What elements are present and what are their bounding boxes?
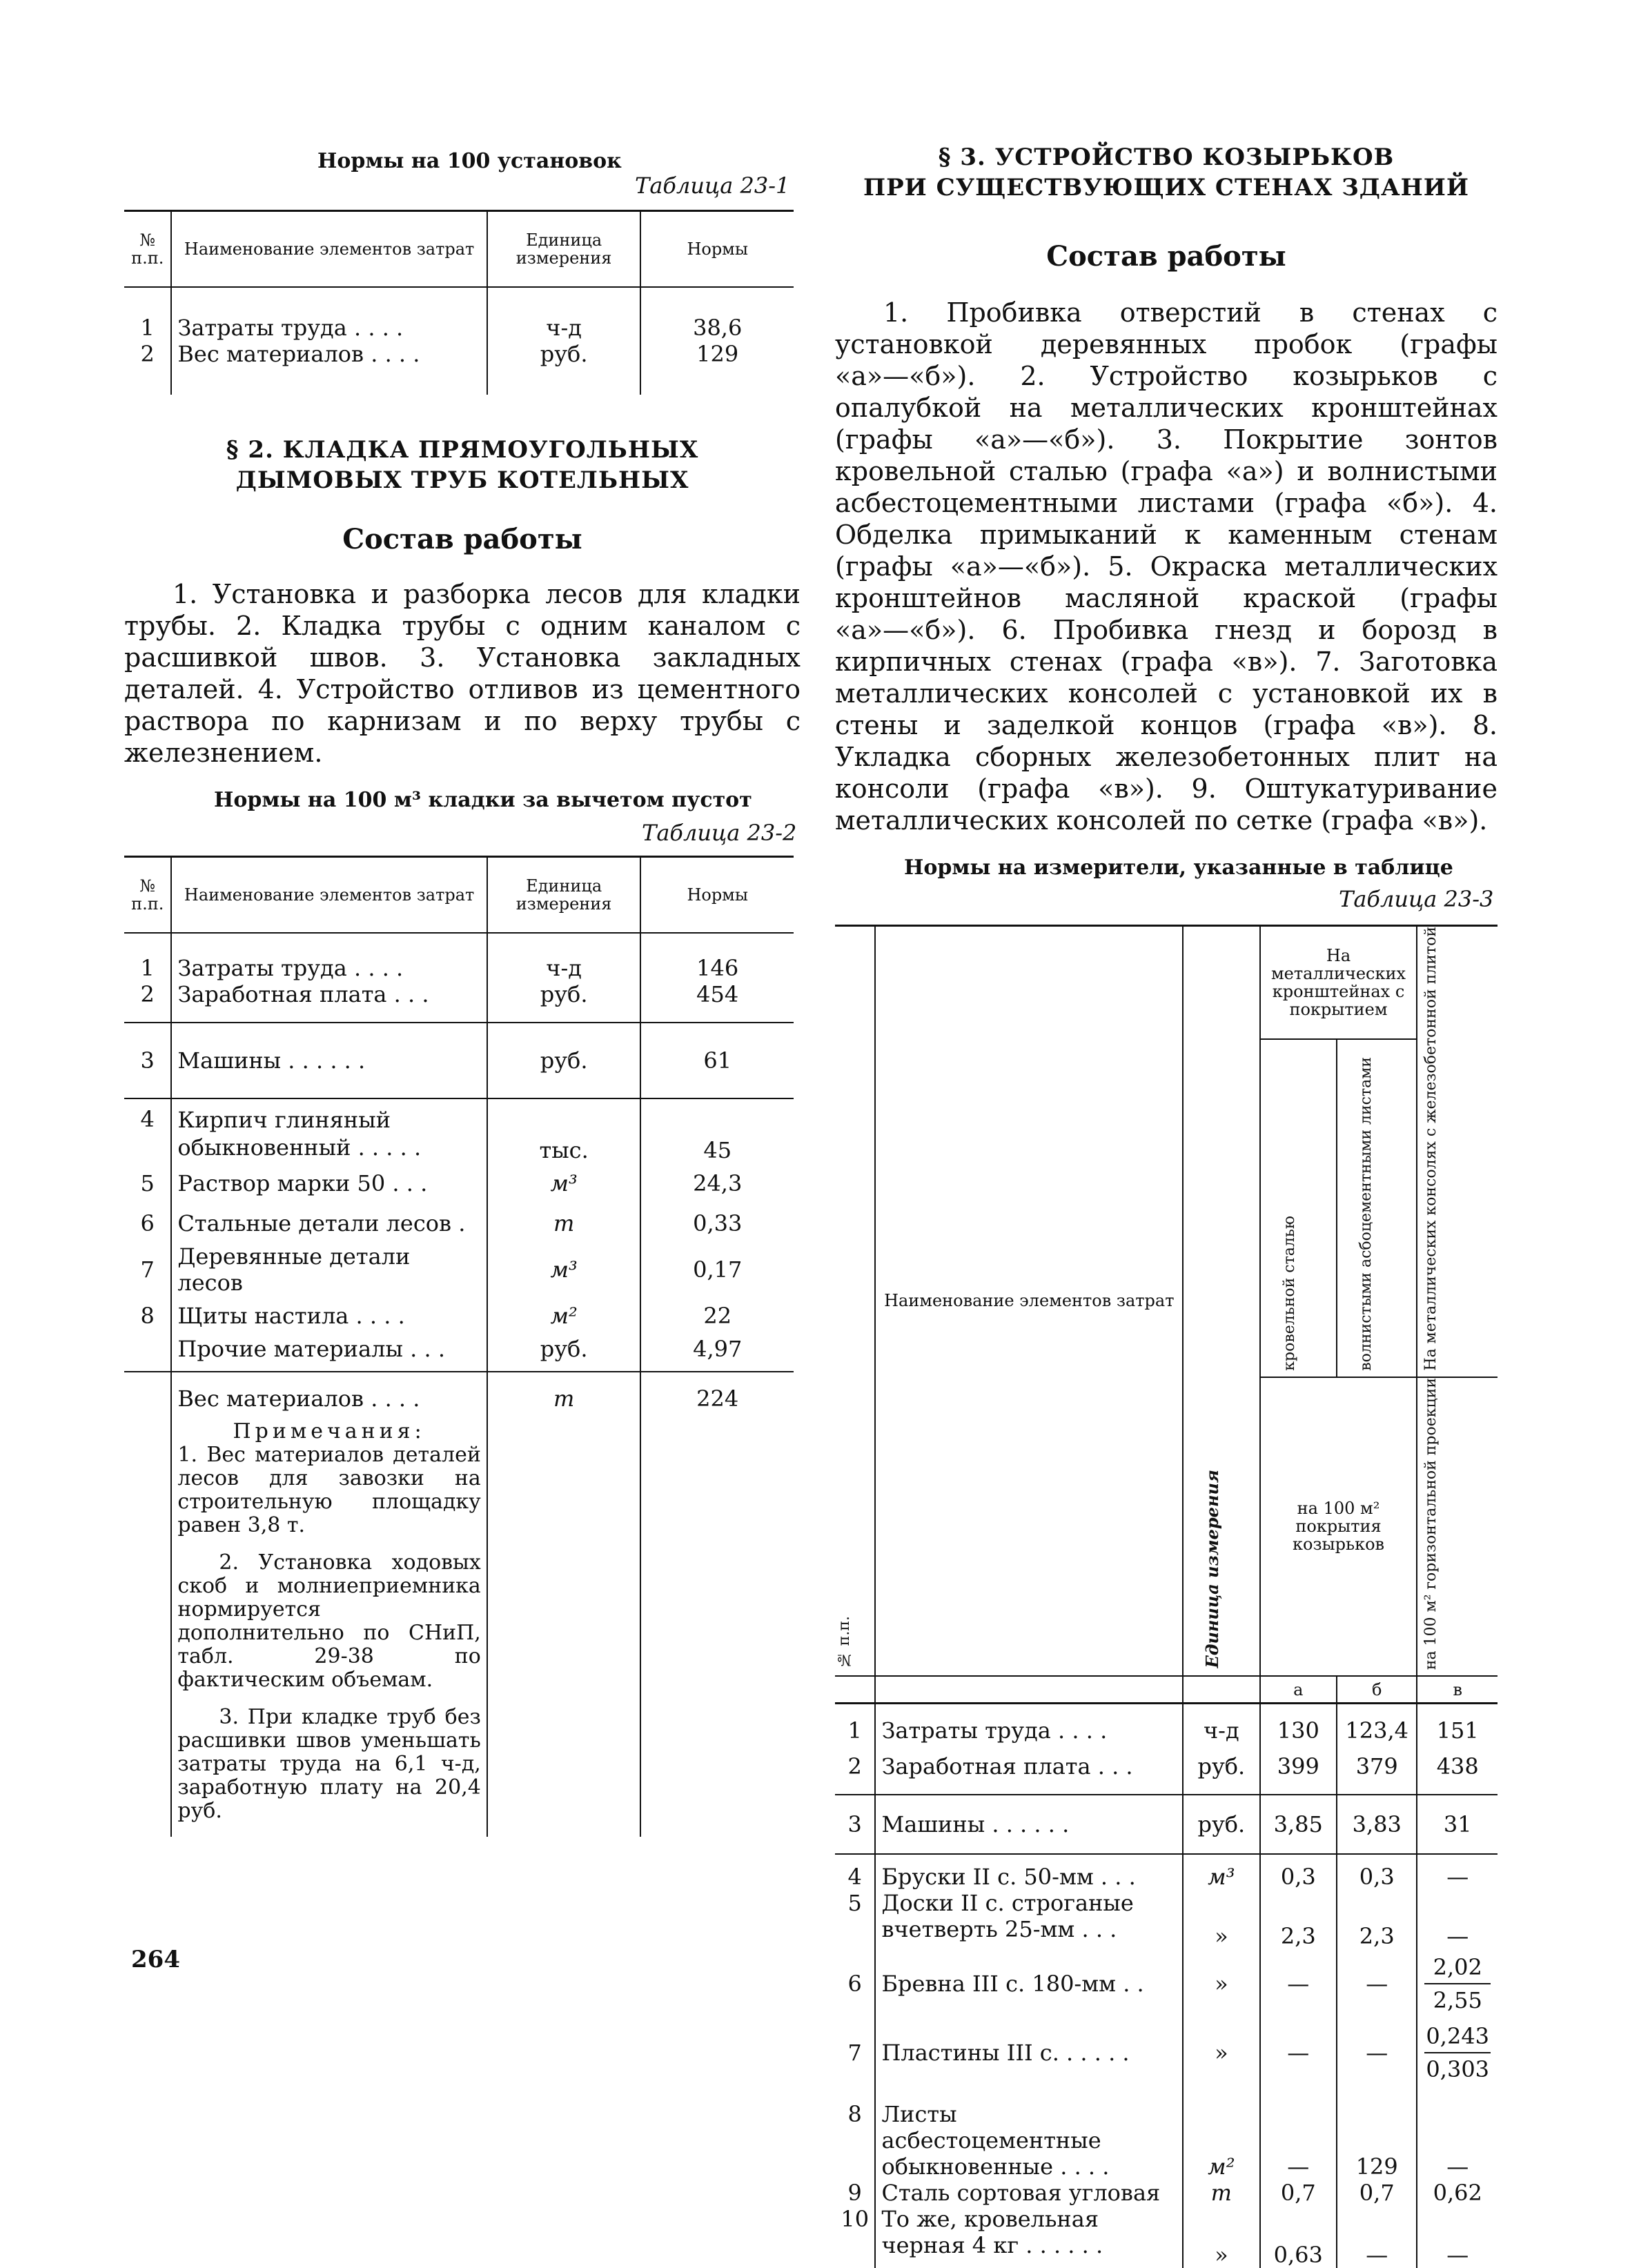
header-ab-measure: на 100 м² покрытия козырьков bbox=[1260, 1377, 1417, 1676]
note-3: 3. При кладке труб без расшивки швов уменьшать затраты труда на 6,1 ч-д, заработную плату на 20,4 руб. bbox=[177, 1704, 481, 1823]
table-23-2 bbox=[124, 856, 794, 1837]
table-row bbox=[124, 287, 794, 315]
table-row: 2 Заработная плата . . . руб. 399 379 438 bbox=[835, 1753, 1498, 1795]
table-header-row bbox=[124, 211, 794, 287]
table-23-3-caption: Нормы на измерители, указанные в таблице bbox=[904, 856, 1453, 880]
table-row: 2 Заработная плата . . . руб. 454 bbox=[124, 981, 794, 1023]
table-row: 4 Кирпич глиняный обыкновенный . . . . . тыс. 45 bbox=[124, 1098, 794, 1163]
table-row: 4 Бруски II с. 50-мм . . . м³ 0,3 0,3 — bbox=[835, 1854, 1498, 1890]
table-row: 8 Щиты настила . . . . м² 22 bbox=[124, 1296, 794, 1336]
section-2-subtitle: Состав работы bbox=[342, 523, 582, 555]
notes bbox=[171, 1412, 487, 1837]
header-b: волнистыми асбоцементными листами bbox=[1357, 1056, 1375, 1371]
table-row: Прочие материалы . . . руб. 4,97 bbox=[124, 1336, 794, 1372]
header-a: кровельной сталью bbox=[1280, 1215, 1298, 1371]
header-num: № п.п. bbox=[124, 211, 171, 287]
table-row: 10 То же, кровельная черная 4 кг . . . . . . » 0,63 — — bbox=[835, 2206, 1498, 2268]
table-row: 5 Доски II с. строганые вчетверть 25-мм . . . » 2,3 2,3 — bbox=[835, 1890, 1498, 1949]
table-row: 7 Деревянные детали лесов м³ 0,17 bbox=[124, 1243, 794, 1296]
table-row: 1 Затраты труда . . . . ч-д 38,6 bbox=[124, 315, 794, 341]
table-header-row: № п.п. Наименование элементов затрат Единица измерения Нормы bbox=[124, 857, 794, 933]
header-norm: Нормы bbox=[687, 239, 748, 259]
table-row: 6 Бревна III с. 180-мм . . » — — 2,02 2,55 bbox=[835, 1949, 1498, 2018]
table-23-3 bbox=[835, 925, 1498, 2268]
table-row: 9 Сталь сортовая угловая т 0,7 0,7 0,62 bbox=[835, 2180, 1498, 2206]
section-2-title: § 2. КЛАДКА ПРЯМОУГОЛЬНЫХ ДЫМОВЫХ ТРУБ КОТЕЛЬНЫХ bbox=[226, 436, 699, 494]
header-c-measure: на 100 м² горизонтальной проекции bbox=[1422, 1377, 1440, 1670]
table-23-2-label: Таблица 23-2 bbox=[642, 820, 797, 846]
table-row: 6 Стальные детали лесов . т 0,33 bbox=[124, 1203, 794, 1243]
table-23-1-label: Таблица 23-1 bbox=[635, 172, 790, 199]
header-name: Наименование элементов затрат bbox=[875, 926, 1183, 1676]
table-row: 3 Машины . . . . . . руб. 61 bbox=[124, 1023, 794, 1098]
table-row: 8 Листы асбестоцементные обыкновенные . . . . м² — 129 — bbox=[835, 2087, 1498, 2180]
header-unit: Единица измерения bbox=[1202, 1470, 1223, 1668]
header-num: № п.п. bbox=[836, 1616, 853, 1668]
table-23-3-label: Таблица 23-3 bbox=[1339, 886, 1494, 912]
header-name: Наименование элементов затрат bbox=[171, 211, 487, 287]
notes-title: Примечания: bbox=[233, 1419, 426, 1443]
table-row: 3 Машины . . . . . . руб. 3,85 3,83 31 bbox=[835, 1795, 1498, 1854]
column-letters: а б в bbox=[835, 1676, 1498, 1704]
table-23-1-caption: Нормы на 100 установок bbox=[317, 149, 622, 173]
table-row: 7 Пластины III с. . . . . . » — — 0,243 0,303 bbox=[835, 2018, 1498, 2087]
page-number: 264 bbox=[131, 1946, 180, 1973]
header-unit: Единица измерения bbox=[487, 211, 641, 287]
section-3-title: § 3. УСТРОЙСТВО КОЗЫРЬКОВ ПРИ СУЩЕСТВУЮЩИХ СТЕНАХ ЗДАНИЙ bbox=[863, 144, 1470, 201]
note-2: 2. Установка ходовых скоб и молниеприемника нормируется дополнительно по СНиП, табл. 29-38 по фактическим объемам. bbox=[177, 1550, 481, 1692]
header-group: На металлических кронштейнах с покрытием bbox=[1260, 926, 1417, 1039]
table-row: 2 Вес материалов . . . . руб. 129 bbox=[124, 341, 794, 367]
table-23-2-caption: Нормы на 100 м³ кладки за вычетом пустот bbox=[214, 788, 752, 812]
notes-row bbox=[124, 1412, 794, 1837]
header-c: На металлических консолях с железобетонной плитой bbox=[1422, 927, 1440, 1371]
table-row: Вес материалов . . . . т 224 bbox=[124, 1386, 794, 1412]
table-row: 1 Затраты труда . . . . ч-д 146 bbox=[124, 933, 794, 981]
section-3-subtitle: Состав работы bbox=[1046, 240, 1286, 273]
table-row: 1 Затраты труда . . . . ч-д 130 123,4 151 bbox=[835, 1717, 1498, 1753]
table-row: 5 Раствор марки 50 . . . м³ 24,3 bbox=[124, 1163, 794, 1203]
section-2-text: 1. Установка и разборка лесов для кладки трубы. 2. Кладка трубы с одним каналом с расшивкой швов. 3. Установка закладных деталей. 4. Устройство отливов из цементного раствора по карнизам и по верху трубы с железнением. bbox=[124, 579, 801, 768]
table-23-1 bbox=[124, 210, 794, 395]
note-1: 1. Вес материалов деталей лесов для завозки на строительную площадку равен 3,8 т. bbox=[177, 1442, 481, 1537]
section-3-text: 1. Пробивка отверстий в стенах с установкой деревянных пробок (графы «а»—«б»). 2. Устройство козырьков с опалубкой на металлических кронштейнах (графы «а»—«б»). 3. Покрытие зонтов кровельной сталью (графа «а») и волнистыми асбестоцементными листами (графа «б»). 4. Обделка примыканий к каменным стенам (графы «а»—«б»). 5. Окраска металлических кронштейнов масляной краской (графы «а»—«б»). 6. Пробивка гнезд и борозд в кирпичных стенах (графа «в»). 7. Заготовка металлических консолей с установкой их в стены и заделкой концов (графа «в»). 8. Укладка сборных железобетонных плит на консоли (графа «в»). 9. Оштукатуривание металлических консолей по сетке (графа «в»). bbox=[835, 297, 1498, 836]
